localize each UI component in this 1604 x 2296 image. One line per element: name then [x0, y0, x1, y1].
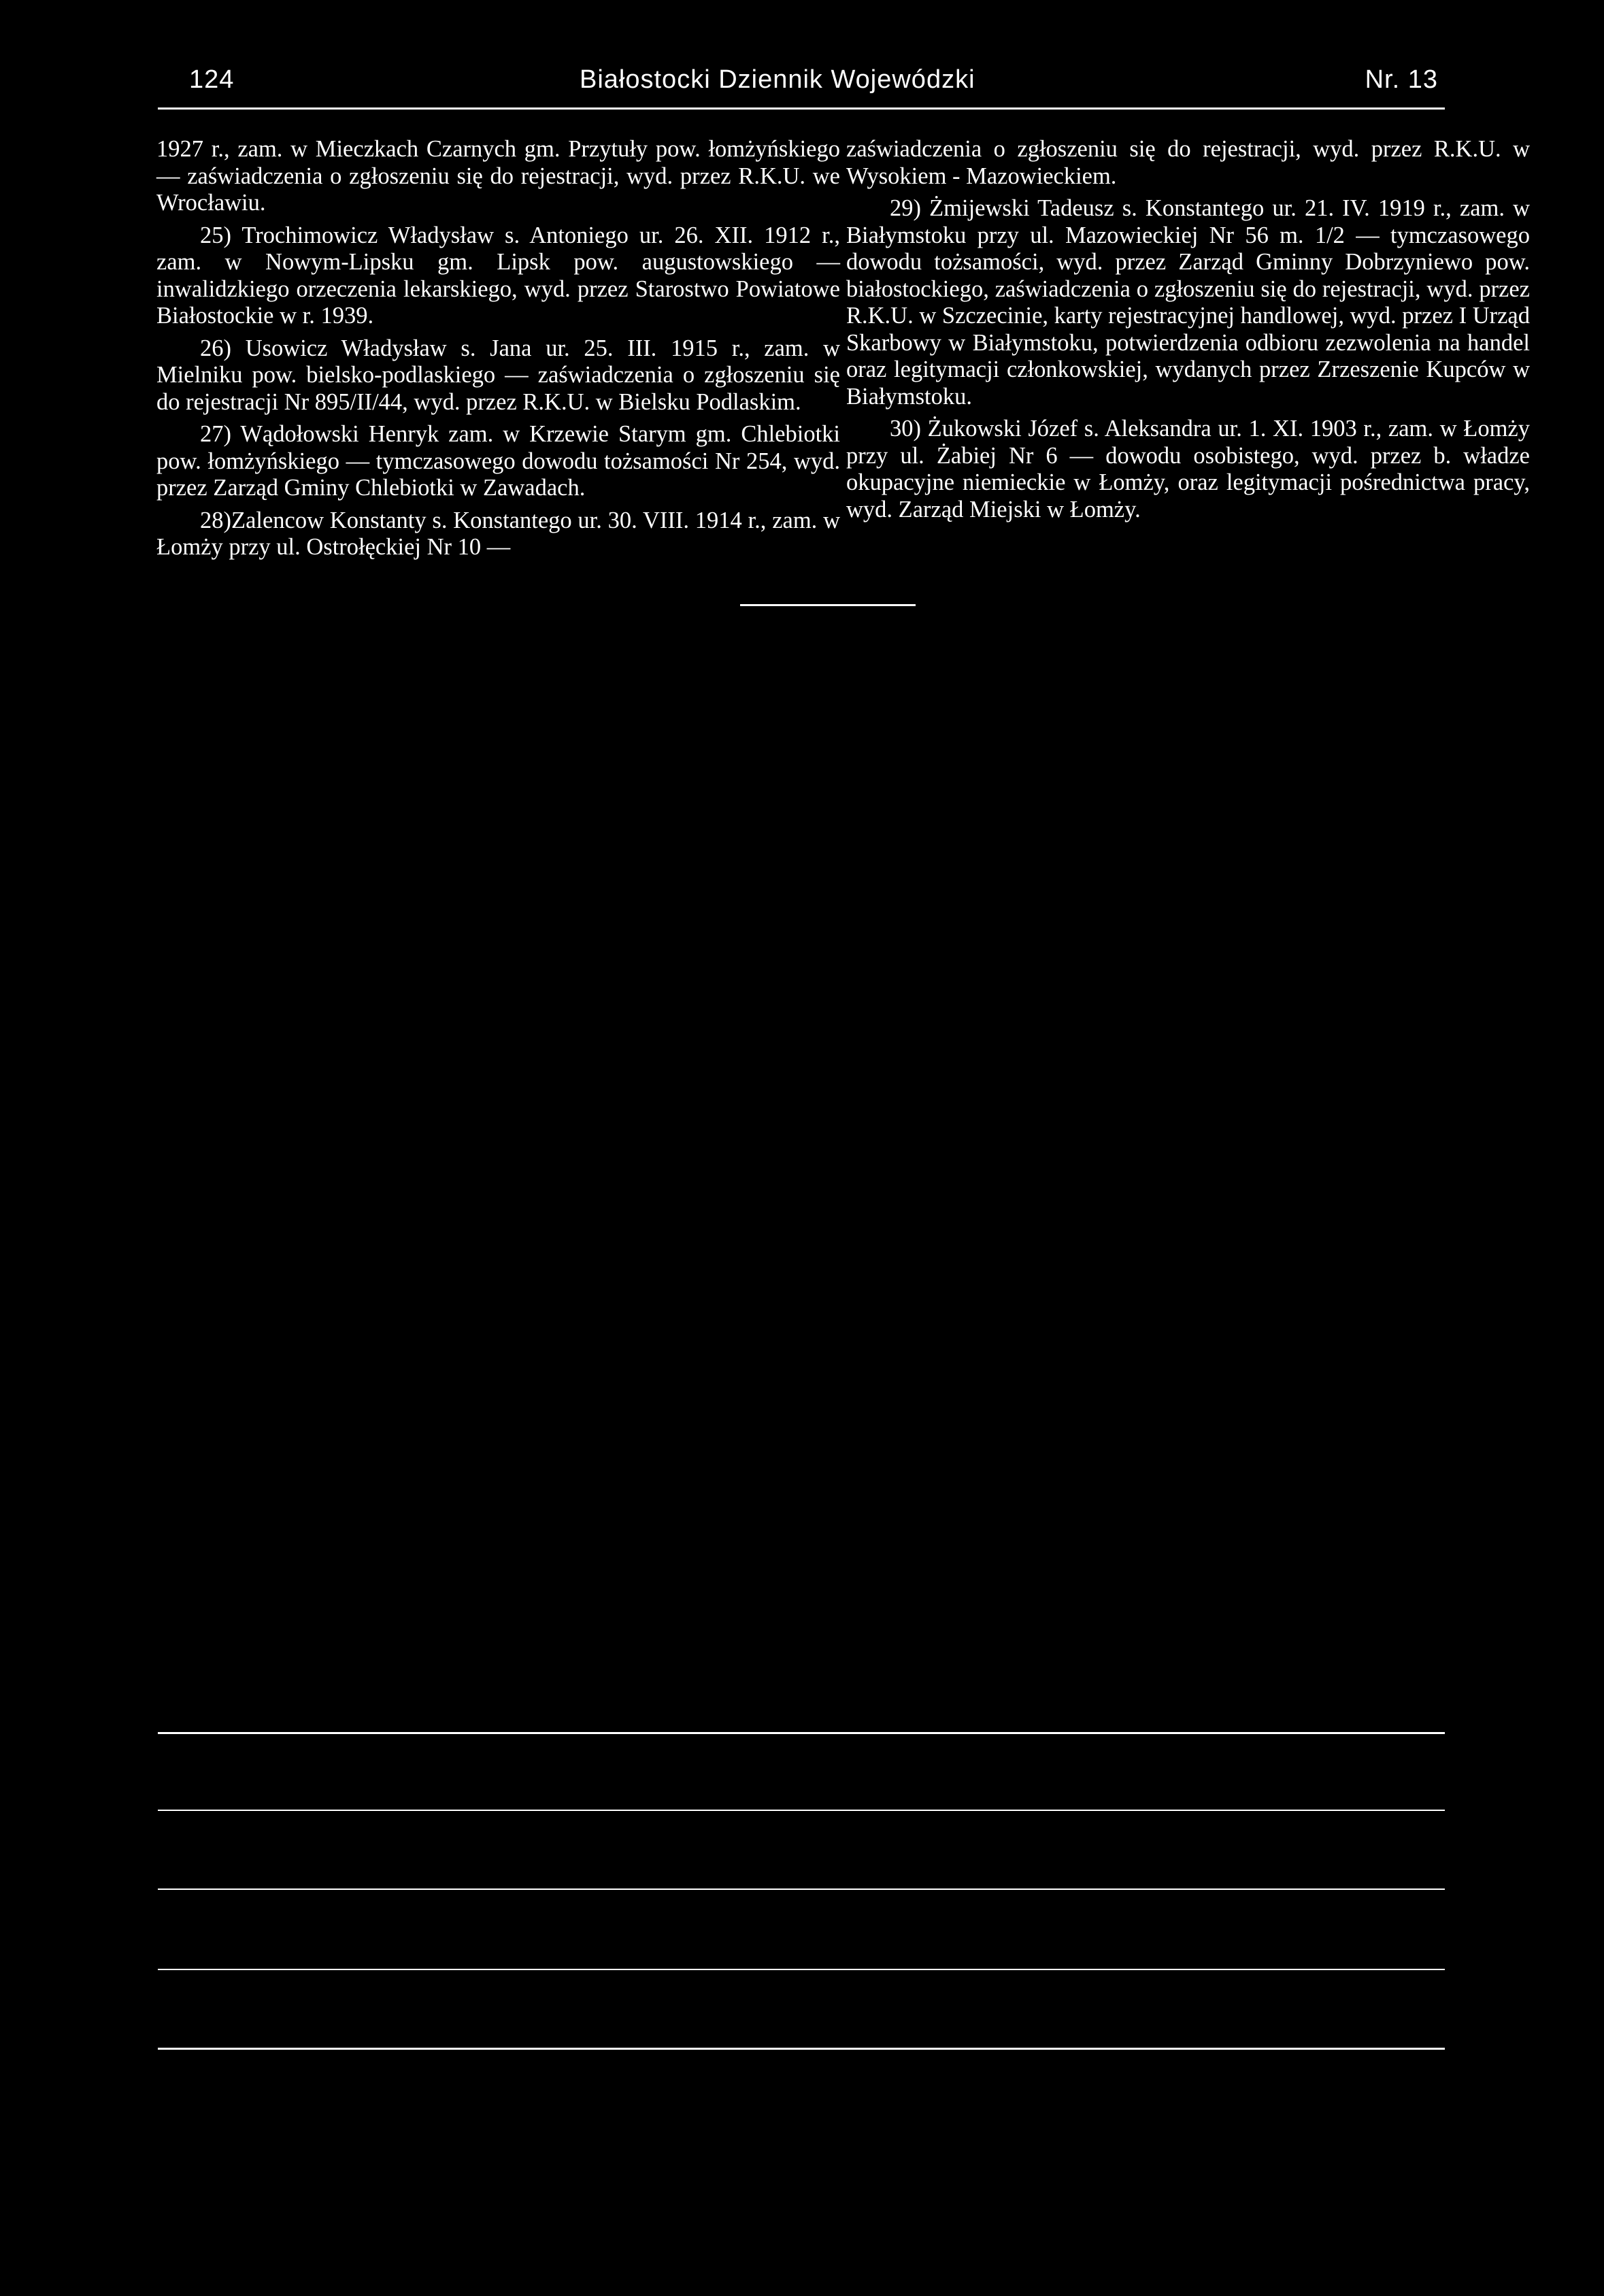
- issue-number: Nr. 13: [1365, 65, 1438, 94]
- entry-26: 26) Usowicz Władysław s. Jana ur. 25. III. 1915 r., zam. w Mielniku pow. bielsko-podlaskiego — zaświadczenia o zgłoszeniu się do rejestracji Nr 895/II/44, wyd. przez R.K.U. w Bielsku Podlaskim.: [156, 335, 840, 415]
- entry-27: 27) Wądołowski Henryk zam. w Krzewie Starym gm. Chlebiotki pow. łomżyńskiego — tymczasowego dowodu tożsamości Nr 254, wyd. przez Zarząd Gminy Chlebiotki w Zawadach.: [156, 421, 840, 501]
- bottom-rule-4: [158, 1969, 1445, 1970]
- page-header: [158, 65, 1445, 106]
- right-column: [846, 136, 1530, 523]
- entry-24-continuation: 1927 r., zam. w Mieczkach Czarnych gm. Przytuły pow. łomżyńskiego — zaświadczenia o zgłoszeniu się do rejestracji, wyd. przez R.K.U. we Wrocławiu.: [156, 136, 840, 216]
- bottom-rule-3: [158, 1889, 1445, 1890]
- entry-25: 25) Trochimowicz Władysław s. Antoniego ur. 26. XII. 1912 r., zam. w Nowym-Lipsku gm. Lipsk pow. augustowskiego — inwalidzkiego orzeczenia lekarskiego, wyd. przez Starostwo Powiatowe Białostockie w r. 1939.: [156, 222, 840, 329]
- entry-28-continuation: zaświadczenia o zgłoszeniu się do rejestracji, wyd. przez R.K.U. w Wysokiem - Mazowieckiem.: [846, 136, 1530, 189]
- entry-30: 30) Żukowski Józef s. Aleksandra ur. 1. XI. 1903 r., zam. w Łomży przy ul. Żabiej Nr 6 — dowodu osobistego, wyd. przez b. władze okupacyjne niemieckie w Łomży, oraz legitymacji pośrednictwa pracy, wyd. Zarząd Miejski w Łomży.: [846, 416, 1530, 522]
- bottom-rule-2: [158, 1810, 1445, 1811]
- header-rule: [158, 107, 1445, 110]
- journal-title: Białostocki Dziennik Wojewódzki: [580, 65, 975, 94]
- section-end-rule: [740, 604, 916, 606]
- bottom-rule-5: [158, 2048, 1445, 2050]
- entry-28: 28)Zalencow Konstanty s. Konstantego ur. 30. VIII. 1914 r., zam. w Łomży przy ul. Ostrołęckiej Nr 10 —: [156, 507, 840, 560]
- left-column: [156, 136, 840, 561]
- entry-29: 29) Żmijewski Tadeusz s. Konstantego ur. 21. IV. 1919 r., zam. w Białymstoku przy ul. Mazowieckiej Nr 56 m. 1/2 — tymczasowego dowodu tożsamości, wyd. przez Zarząd Gminny Dobrzyniewo pow. białostockiego, zaświadczenia o zgłoszeniu się do rejestracji, wyd. przez R.K.U. w Szczecinie, karty rejestracyjnej handlowej, wyd. przez I Urząd Skarbowy w Białymstoku, potwierdzenia odbioru zezwolenia na handel oraz legitymacji członkowskiej, wydanych przez Zrzeszenie Kupców w Białymstoku.: [846, 195, 1530, 410]
- page-number: 124: [189, 65, 235, 94]
- bottom-rule-1: [158, 1732, 1445, 1734]
